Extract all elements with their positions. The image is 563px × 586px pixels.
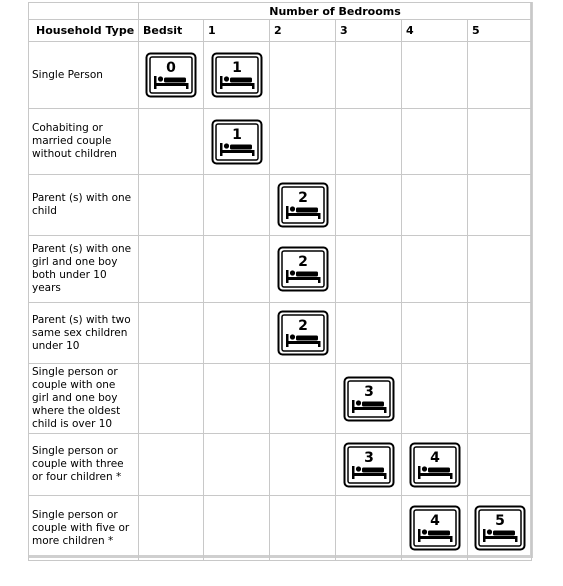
bedroom-cell [336, 364, 402, 434]
bedroom-cell [139, 42, 204, 109]
bedroom-cell [139, 364, 204, 434]
household-type-label: Single person or couple with three or four children * [29, 434, 139, 496]
bedroom-cell [402, 109, 468, 175]
column-header: 4 [402, 20, 468, 42]
bedroom-cell [402, 364, 468, 434]
bedroom-count: 1 [231, 126, 242, 143]
bedroom-cell [468, 496, 532, 561]
bedroom-cell [336, 434, 402, 496]
bedroom-count: 2 [297, 254, 308, 270]
table-row [29, 42, 532, 109]
bedroom-cell [468, 434, 532, 496]
column-header: 2 [270, 20, 336, 42]
bedroom-count: 3 [363, 449, 374, 466]
bedroom-cell [204, 42, 270, 109]
bedroom-cell [402, 236, 468, 303]
bedroom-cell [468, 109, 532, 175]
bedroom-cell [204, 364, 270, 434]
bed-icon [343, 376, 395, 422]
household-type-label: Parent (s) with one girl and one boy both under 10 years [29, 236, 139, 303]
household-type-label: Parent (s) with two same sex children under 10 [29, 303, 139, 364]
bedroom-cell [204, 496, 270, 561]
table-row [29, 434, 532, 496]
corner-cell [29, 3, 139, 20]
bed-icon [145, 52, 197, 98]
bedroom-cell [139, 303, 204, 364]
bedroom-cell [336, 175, 402, 236]
bedroom-cell [270, 496, 336, 561]
bedroom-cell [204, 236, 270, 303]
household-type-label: Parent (s) with one child [29, 175, 139, 236]
bedroom-cell [468, 42, 532, 109]
bedroom-cell [139, 175, 204, 236]
bed-icon [474, 505, 526, 551]
bedroom-count: 2 [297, 190, 308, 206]
bedroom-cell [270, 303, 336, 364]
bedroom-cell [139, 236, 204, 303]
bed-icon [211, 52, 263, 98]
column-header: 3 [336, 20, 402, 42]
bedroom-cell [204, 434, 270, 496]
bedroom-cell [139, 496, 204, 561]
column-header: 1 [204, 20, 270, 42]
bedroom-cell [270, 236, 336, 303]
bedroom-cell [402, 42, 468, 109]
bedroom-allocation-table [28, 2, 532, 561]
bedroom-cell [402, 303, 468, 364]
bed-icon [343, 442, 395, 488]
table-row [29, 236, 532, 303]
table-row [29, 364, 532, 434]
table-row [29, 496, 532, 561]
bedroom-cell [139, 109, 204, 175]
bedroom-cell [402, 434, 468, 496]
bed-icon [277, 246, 329, 292]
bedroom-cell [468, 364, 532, 434]
bedroom-count: 4 [429, 449, 440, 466]
bed-icon [277, 182, 329, 228]
bedroom-cell [336, 236, 402, 303]
number-of-bedrooms-header: Number of Bedrooms [139, 3, 532, 20]
bed-icon [409, 505, 461, 551]
bedroom-cell [336, 496, 402, 561]
household-type-header: Household Type [29, 20, 139, 42]
table-row [29, 303, 532, 364]
bedroom-cell [336, 42, 402, 109]
table-row [29, 175, 532, 236]
bedroom-cell [336, 303, 402, 364]
household-type-label: Single Person [29, 42, 139, 109]
bedroom-count: 3 [363, 383, 374, 400]
household-type-label: Single person or couple with one girl and one boy where the oldest child is over 10 [29, 364, 139, 434]
column-header: Bedsit [139, 20, 204, 42]
bedroom-cell [270, 109, 336, 175]
bed-icon [409, 442, 461, 488]
bedroom-cell [336, 109, 402, 175]
bedroom-count: 5 [494, 513, 505, 529]
bedroom-cell [204, 109, 270, 175]
bedroom-cell [468, 175, 532, 236]
bedroom-cell [204, 303, 270, 364]
bedroom-cell [270, 364, 336, 434]
bedroom-cell [468, 236, 532, 303]
bedroom-cell [468, 303, 532, 364]
bedroom-cell [402, 496, 468, 561]
bedroom-cell [270, 175, 336, 236]
bedroom-cell [204, 175, 270, 236]
table-row [29, 109, 532, 175]
household-type-label: Cohabiting or married couple without children [29, 109, 139, 175]
column-header: 5 [468, 20, 532, 42]
bedroom-cell [402, 175, 468, 236]
bedroom-count: 4 [429, 513, 440, 529]
bedroom-count: 0 [166, 60, 176, 76]
bedroom-count: 2 [297, 318, 308, 334]
bed-icon [211, 119, 263, 165]
household-type-label: Single person or couple with five or more children * [29, 496, 139, 561]
bedroom-cell [139, 434, 204, 496]
bed-icon [277, 310, 329, 356]
bedroom-cell [270, 42, 336, 109]
bedroom-count: 1 [231, 60, 242, 76]
bedroom-cell [270, 434, 336, 496]
